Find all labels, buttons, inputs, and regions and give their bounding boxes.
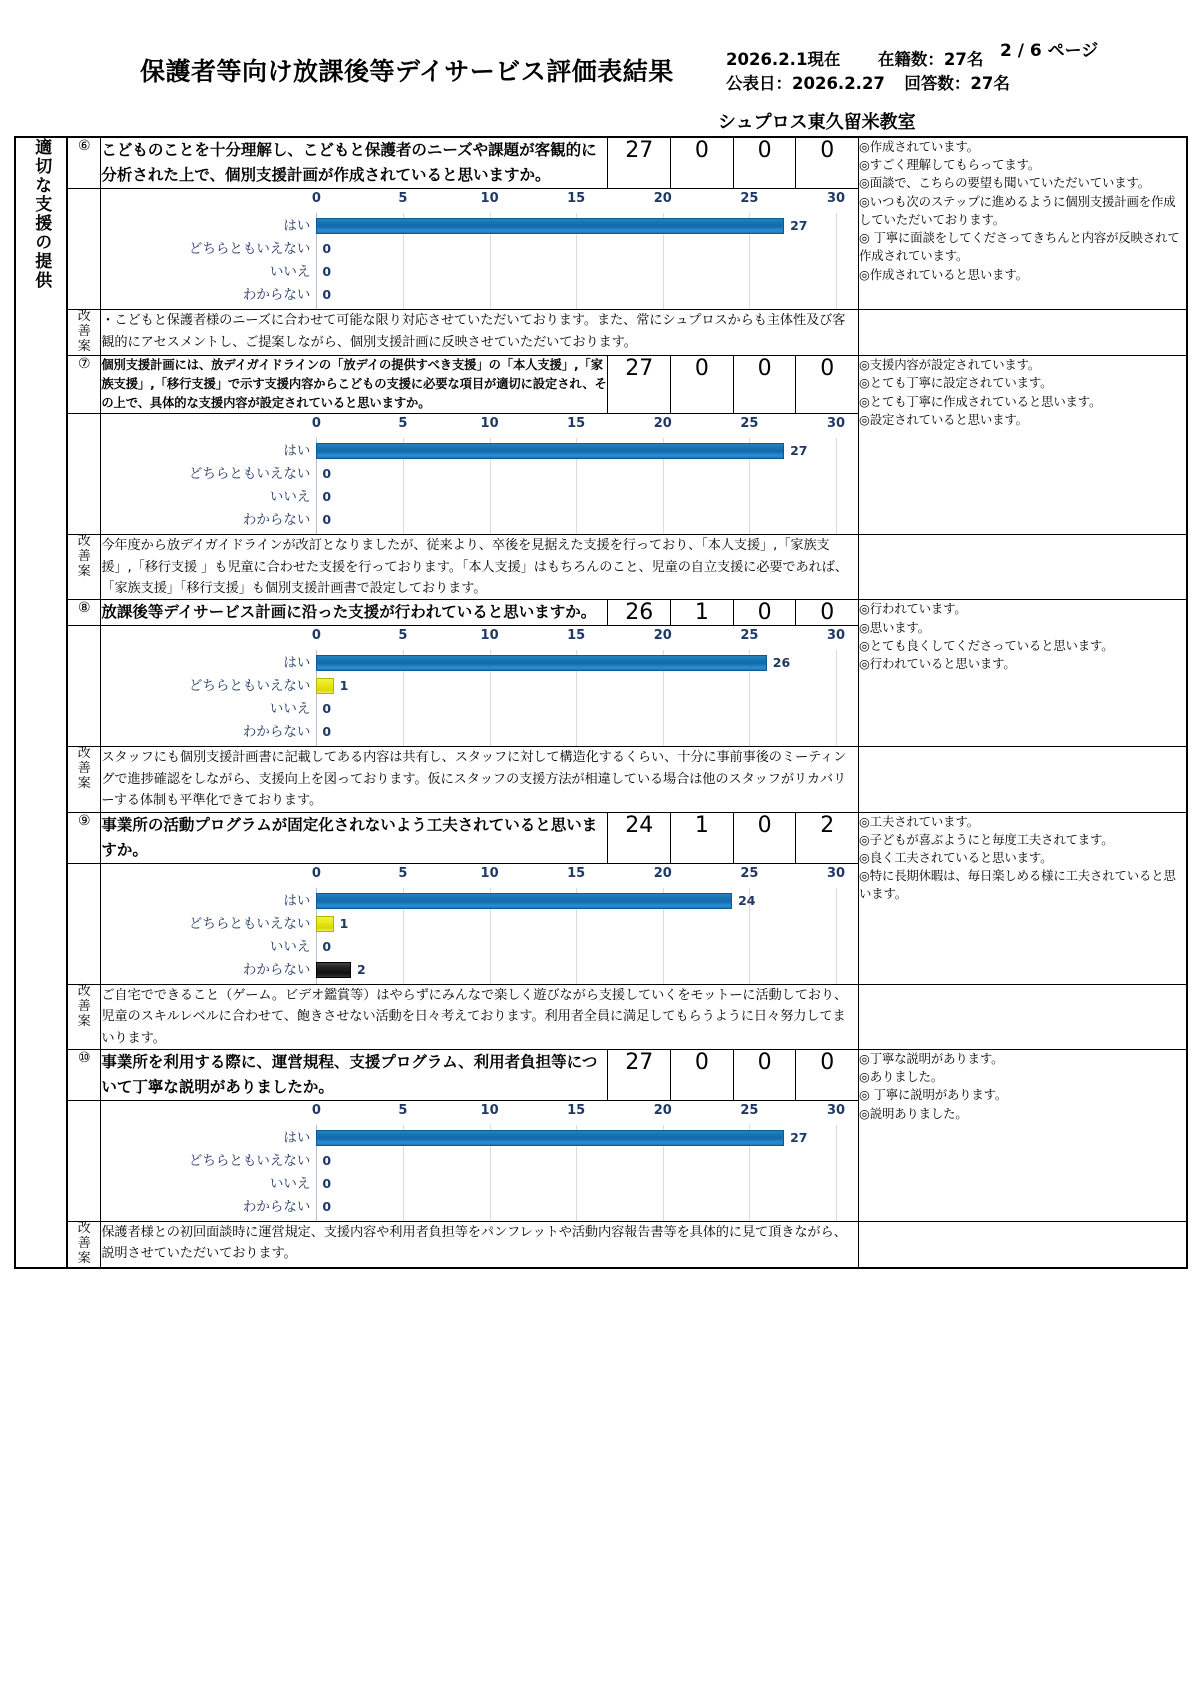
chart-bar-value: 0 [322, 938, 332, 954]
question-number-spacer [67, 414, 101, 535]
chart-x-tick: 5 [398, 865, 408, 881]
chart-bar-value: 0 [322, 287, 332, 303]
chart-plot [311, 1101, 846, 1221]
chart-bar-row [316, 440, 836, 463]
category-band [15, 137, 67, 1268]
chart-x-tick: 5 [398, 628, 408, 644]
kaizen-label-char: 改 [77, 534, 91, 550]
comments-spacer [859, 1222, 1187, 1268]
chart-bars [316, 1127, 836, 1219]
question-number-spacer [67, 189, 101, 310]
comment-line: ◎説明ありました。 [859, 1105, 968, 1121]
chart-x-tick: 20 [653, 416, 672, 432]
chart-x-tick: 30 [827, 416, 846, 432]
publish-date: 公表日：2026.2.27 [726, 73, 885, 93]
comments-spacer [859, 984, 1187, 1049]
chart-bar-value: 1 [339, 915, 349, 931]
chart-bar [316, 655, 766, 671]
chart-x-tick: 0 [311, 1103, 321, 1119]
improvement-row [15, 984, 1187, 1049]
chart-labels [101, 652, 316, 744]
kaizen-label [67, 1222, 101, 1268]
kaizen-label [67, 747, 101, 812]
chart-bar [316, 916, 333, 932]
chart-bars [316, 440, 836, 532]
comments-cell [859, 356, 1187, 535]
comment-line: ◎いつも次のステップに進めるように個別支援計画を作成していただいております。 [859, 193, 1176, 227]
chart-bar-row [316, 890, 836, 913]
chart-x-axis [311, 628, 846, 650]
question-number: ⑥ [67, 137, 101, 189]
header-meta [726, 48, 1010, 96]
kaizen-label-char: 案 [77, 776, 91, 792]
chart-x-tick: 25 [740, 865, 759, 881]
kaizen-text: ・こどもと保護者様のニーズに合わせて可能な限り対応させていただいております。また、常にシュプロスからも主体性及び客観的にアセスメントし、ご提案しながら、個別支援計画に反映させていただいております。 [101, 310, 859, 356]
bar-chart [101, 1101, 858, 1221]
chart-category-label: いいえ [269, 489, 311, 506]
chart-category-label: いいえ [269, 701, 311, 718]
chart-x-tick: 15 [567, 416, 586, 432]
count-cell: 27 [608, 137, 671, 189]
question-text: 事業所を利用する際に、運営規程、支援プログラム、利用者負担等について丁寧な説明がありましたか。 [101, 1049, 608, 1100]
chart-x-tick: 5 [398, 1103, 408, 1119]
chart-category-label: わからない [242, 1199, 311, 1216]
chart-bar-value: 0 [322, 489, 332, 505]
count-cell: 0 [796, 1049, 859, 1100]
chart-bar-value: 27 [790, 1130, 808, 1146]
question-number: ⑩ [67, 1049, 101, 1100]
chart-bar-row [316, 215, 836, 238]
page-header [0, 0, 1200, 133]
kaizen-label-char: 善 [77, 1236, 91, 1252]
comment-line: ◎設定されていると思います。 [859, 411, 1028, 427]
kaizen-text: 今年度から放デイガイドラインが改訂となりましたが、従来より、卒後を見据えた支援を行っており、「本人支援」,「家族支援」,「移行支援 」も児童に合わせた支援を行っております。「本人支援」はもちろんのこと、児童の自立支援に必要であれば、「家族支援」「移行支援」も個別支援計画書で設定しております。 [101, 535, 859, 600]
count-cell: 0 [796, 356, 859, 414]
kaizen-label [67, 310, 101, 356]
question-number: ⑧ [67, 600, 101, 626]
count-cell: 0 [796, 600, 859, 626]
chart-labels [101, 890, 316, 982]
chart-bars [316, 890, 836, 982]
enrolled-count: 在籍数：27名 [877, 50, 984, 69]
comment-line: ◎特に長期休暇は、毎日楽しめる様に工夫されていると思います。 [859, 868, 1176, 902]
as-of-date: 2026.2.1現在 [726, 50, 841, 69]
comment-line: ◎工夫されています。 [859, 813, 979, 829]
chart-cell [101, 626, 859, 747]
chart-cell [101, 189, 859, 310]
count-cell: 1 [671, 812, 734, 863]
chart-x-tick: 15 [567, 191, 586, 207]
kaizen-label-char: 改 [77, 1221, 91, 1237]
chart-cell [101, 1101, 859, 1222]
question-number-spacer [67, 863, 101, 984]
chart-x-tick: 25 [740, 416, 759, 432]
chart-category-label: どちらともいえない [188, 915, 311, 932]
comment-line: ◎作成されています。 [859, 139, 979, 154]
chart-bar-row [316, 1150, 836, 1173]
chart-category-label: どちらともいえない [188, 678, 311, 695]
chart-bar-value: 0 [322, 466, 332, 482]
chart-bar [316, 443, 784, 459]
comments-cell [859, 137, 1187, 310]
question-text: こどものことを十分理解し、こどもと保護者のニーズや課題が客観的に分析された上で、個別支援計画が作成されていると思いますか。 [101, 137, 608, 189]
chart-bar-row [316, 238, 836, 261]
comments-cell [859, 812, 1187, 984]
results-table [14, 136, 1188, 1269]
chart-bar-value: 26 [772, 655, 791, 671]
page-number: 2 / 6 ページ [1000, 41, 1099, 61]
chart-bar-row [316, 721, 836, 744]
comment-line: ◎ 丁寧に面談をしてくださってきちんと内容が反映されて作成されています。 [859, 230, 1180, 264]
page-title: 保護者等向け放課後等デイサービス評価表結果 [140, 57, 674, 86]
chart-bar-value: 27 [790, 218, 808, 234]
chart-bar [316, 678, 333, 694]
chart-plot [311, 189, 846, 309]
chart-bar-row [316, 284, 836, 307]
chart-x-tick: 20 [653, 191, 672, 207]
chart-x-tick: 5 [398, 416, 408, 432]
chart-bar-row [316, 1127, 836, 1150]
count-cell: 1 [671, 600, 734, 626]
comments-cell [859, 1049, 1187, 1221]
chart-bar-value: 2 [356, 961, 366, 977]
comment-line: ◎行われています。 [859, 601, 967, 617]
chart-bar-value: 0 [322, 701, 332, 717]
count-cell: 0 [733, 356, 796, 414]
chart-x-tick: 25 [740, 628, 759, 644]
count-cell: 0 [733, 600, 796, 626]
chart-cell [101, 414, 859, 535]
comment-line: ◎すごく理解してもらってます。 [859, 157, 1041, 173]
chart-x-axis [311, 865, 846, 888]
count-cell: 24 [608, 812, 671, 863]
improvement-row [15, 747, 1187, 812]
chart-bar-value: 0 [322, 1199, 332, 1215]
chart-category-label: はい [283, 655, 311, 672]
comment-line: ◎とても丁寧に設定されています。 [859, 375, 1053, 391]
comment-line: ◎ありました。 [859, 1069, 944, 1085]
kaizen-label-char: 善 [77, 324, 91, 340]
chart-x-tick: 0 [311, 865, 321, 881]
chart-category-label: はい [283, 218, 311, 235]
chart-x-tick: 0 [311, 416, 321, 432]
kaizen-label-char: 善 [77, 998, 91, 1014]
kaizen-label-char: 改 [77, 746, 91, 762]
classroom-name: シュプロス東久留米教室 [718, 112, 916, 133]
comment-line: ◎良く工夫されていると思います。 [859, 850, 1053, 865]
chart-bar-value: 0 [322, 1176, 332, 1192]
chart-bar-row [316, 486, 836, 509]
bar-chart [101, 864, 858, 984]
chart-bar-row [316, 1173, 836, 1196]
chart-x-tick: 15 [567, 865, 586, 881]
question-row [15, 812, 1187, 863]
count-cell: 26 [608, 600, 671, 626]
chart-bars [316, 652, 836, 744]
results-body [15, 137, 1187, 1268]
kaizen-label [67, 984, 101, 1049]
chart-category-label: はい [283, 892, 311, 909]
count-cell: 0 [733, 137, 796, 189]
chart-category-label: どちらともいえない [188, 241, 311, 258]
chart-category-label: いいえ [269, 938, 311, 955]
comment-line: ◎子どもが喜ぶようにと毎度工夫されてます。 [859, 831, 1114, 847]
chart-x-axis [311, 1103, 846, 1125]
comments-spacer [859, 310, 1187, 356]
question-text: 放課後等デイサービス計画に沿った支援が行われていると思いますか。 [101, 600, 608, 626]
kaizen-label-char: 案 [77, 1013, 91, 1029]
chart-plot [311, 626, 846, 746]
count-cell: 27 [608, 1049, 671, 1100]
chart-x-tick: 0 [311, 191, 321, 207]
bar-chart [101, 414, 858, 534]
chart-bar-row [316, 652, 836, 675]
kaizen-label-char: 善 [77, 761, 91, 777]
improvement-row [15, 1222, 1187, 1268]
chart-x-tick: 15 [567, 628, 586, 644]
chart-x-tick: 10 [480, 416, 499, 432]
comment-line: ◎とても丁寧に作成されていると思います。 [859, 393, 1102, 409]
chart-x-tick: 30 [827, 1103, 846, 1119]
chart-bar-row [316, 261, 836, 284]
comments-cell [859, 600, 1187, 747]
kaizen-label-char: 案 [77, 1250, 91, 1266]
bar-chart [101, 626, 858, 746]
kaizen-label-char: 善 [77, 549, 91, 565]
chart-x-tick: 10 [480, 191, 499, 207]
chart-plot [311, 864, 846, 984]
question-text: 事業所の活動プログラムが固定化されないよう工夫されていると思いますか。 [101, 812, 608, 863]
chart-category-label: わからない [242, 287, 311, 304]
chart-bar-value: 0 [322, 512, 332, 528]
chart-category-label: はい [283, 1130, 311, 1147]
chart-bar-value: 0 [322, 1153, 332, 1169]
kaizen-text: 保護者様との初回面談時に運営規定、支援内容や利用者負担等をパンフレットや活動内容報告書等を具体的に見て頂きながら、説明させていただいております。 [101, 1222, 859, 1268]
kaizen-label-char: 改 [77, 309, 91, 325]
chart-bar-row [316, 675, 836, 698]
bar-chart [101, 189, 858, 309]
comment-line: ◎行われていると思います。 [859, 656, 1016, 671]
comment-line: ◎ 丁寧に説明があります。 [859, 1087, 1008, 1103]
comment-line: ◎作成されていると思います。 [859, 266, 1028, 282]
comment-line: ◎思います。 [859, 619, 930, 635]
comments-spacer [859, 535, 1187, 600]
chart-bar [316, 962, 351, 978]
question-row [15, 600, 1187, 626]
chart-category-label: どちらともいえない [188, 466, 311, 483]
chart-category-label: はい [283, 443, 311, 460]
chart-bar [316, 1130, 784, 1146]
chart-bars [316, 215, 836, 307]
chart-bar-row [316, 913, 836, 936]
comment-line: ◎とても良くしてくださっていると思います。 [859, 637, 1114, 653]
chart-bar-row [316, 1196, 836, 1219]
chart-cell [101, 863, 859, 984]
question-text: 個別支援計画には、放デイガイドラインの「放デイの提供すべき支援」の「本人支援」,「家族支援」,「移行支援」で示す支援内容からこどもの支援に必要な項目が適切に設定され、その上で、具体的な支援内容が設定されていると思いますか。 [101, 356, 608, 414]
count-cell: 0 [671, 137, 734, 189]
chart-category-label: いいえ [269, 264, 311, 281]
chart-bar-row [316, 936, 836, 959]
improvement-row [15, 310, 1187, 356]
kaizen-label-char: 改 [77, 983, 91, 999]
improvement-row [15, 535, 1187, 600]
chart-category-label: わからない [242, 724, 311, 741]
chart-x-tick: 25 [740, 1103, 759, 1119]
count-cell: 27 [608, 356, 671, 414]
chart-bar-row [316, 509, 836, 532]
chart-bar-row [316, 959, 836, 982]
chart-category-label: どちらともいえない [188, 1153, 311, 1170]
kaizen-label [67, 535, 101, 600]
chart-bar-value: 0 [322, 724, 332, 740]
chart-bar [316, 218, 784, 234]
chart-x-tick: 30 [827, 191, 846, 207]
chart-plot [311, 414, 846, 534]
count-cell: 0 [733, 812, 796, 863]
chart-bar [316, 893, 732, 909]
answer-count: 回答数：27名 [904, 73, 1010, 93]
chart-bar-value: 0 [322, 241, 332, 257]
question-number-spacer [67, 1101, 101, 1222]
chart-x-tick: 10 [480, 865, 499, 881]
comment-line: ◎支援内容が設定されています。 [859, 357, 1041, 373]
comment-line: ◎丁寧な説明があります。 [859, 1050, 1004, 1066]
question-row [15, 137, 1187, 189]
count-cell: 0 [671, 1049, 734, 1100]
comment-line: ◎面談で、こちらの要望も聞いていただいています。 [859, 175, 1151, 191]
count-cell: 2 [796, 812, 859, 863]
kaizen-label-char: 案 [77, 339, 91, 355]
chart-category-label: わからない [242, 512, 311, 529]
chart-x-tick: 20 [653, 865, 672, 881]
question-number: ⑦ [67, 356, 101, 414]
count-cell: 0 [796, 137, 859, 189]
chart-x-tick: 10 [480, 628, 499, 644]
chart-labels [101, 215, 316, 307]
kaizen-text: スタッフにも個別支援計画書に記載してある内容は共有し、スタッフに対して構造化するくらい、十分に事前事後のミーティングで進捗確認をしながら、支援向上を図っております。仮にスタッフの支援方法が相違している場合は他のスタッフがリカバリーする体制も平準化できております。 [101, 747, 859, 812]
chart-bar-value: 0 [322, 264, 332, 280]
question-row [15, 1049, 1187, 1100]
chart-labels [101, 440, 316, 532]
chart-x-tick: 5 [398, 191, 408, 207]
chart-x-axis [311, 191, 846, 213]
count-cell: 0 [733, 1049, 796, 1100]
chart-x-tick: 20 [653, 628, 672, 644]
kaizen-label-char: 案 [77, 564, 91, 580]
chart-x-tick: 25 [740, 191, 759, 207]
comments-spacer [859, 747, 1187, 812]
question-number-spacer [67, 626, 101, 747]
chart-x-axis [311, 416, 846, 438]
category-label: 適切な支援の提供 [31, 138, 52, 290]
chart-labels [101, 1127, 316, 1219]
chart-bar-value: 1 [339, 678, 349, 694]
count-cell: 0 [671, 356, 734, 414]
chart-category-label: いいえ [269, 1176, 311, 1193]
question-row [15, 356, 1187, 414]
question-number: ⑨ [67, 812, 101, 863]
kaizen-text: ご自宅でできること（ゲーム。ビデオ鑑賞等）はやらずにみんなで楽しく遊びながら支援していくをモットーに活動しており、児童のスキルレベルに合わせて、飽きさせない活動を日々考えております。利用者全員に満足してもらうように日々努力してまいります。 [101, 984, 859, 1049]
chart-bar-value: 27 [790, 443, 808, 459]
chart-x-tick: 0 [311, 628, 321, 644]
chart-x-tick: 30 [827, 628, 846, 644]
chart-x-tick: 15 [567, 1103, 586, 1119]
chart-category-label: わからない [242, 961, 311, 978]
chart-x-tick: 30 [827, 865, 846, 881]
chart-x-tick: 10 [480, 1103, 499, 1119]
chart-x-tick: 20 [653, 1103, 672, 1119]
chart-bar-row [316, 463, 836, 486]
chart-bar-row [316, 698, 836, 721]
chart-bar-value: 24 [738, 892, 756, 908]
